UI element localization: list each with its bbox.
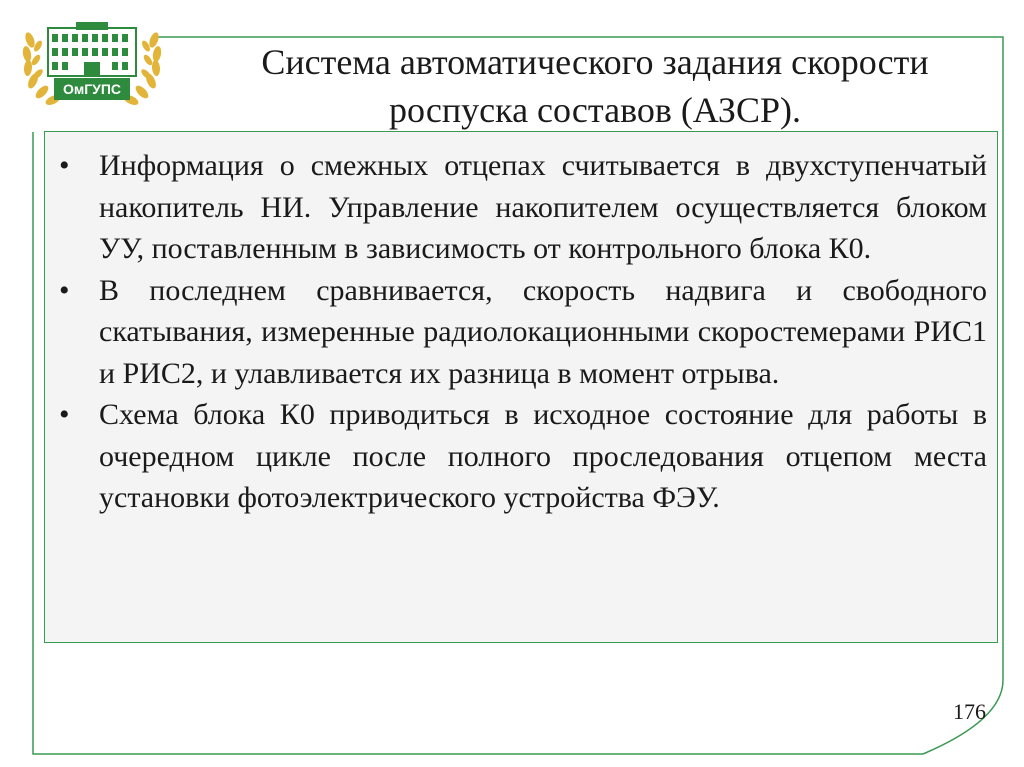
omgups-logo-icon	[18, 18, 166, 116]
page-title	[185, 38, 1005, 134]
list-item	[59, 270, 987, 395]
logo-text: ОмГУПС	[62, 81, 122, 97]
bullet-text: Схема блока К0 приводиться в исходное состояние для работы в очередном цикле после полного проследования отцепом места установки фотоэлектрического устройства ФЭУ.	[99, 398, 987, 514]
bullet-list	[59, 145, 987, 519]
list-item	[59, 394, 987, 519]
title-line-2: роспуска составов (АЗСР).	[389, 90, 801, 130]
content-box	[44, 131, 998, 643]
bullet-text: Информация о смежных отцепах считывается в двухступенчатый накопитель НИ. Управление накопителем осуществляется блоком УУ, поставленным в зависимость от контрольного блока К0.	[99, 149, 987, 265]
bullet-text: В последнем сравнивается, скорость надвига и свободного скатывания, измеренные радиолокационными скоростемерами РИС1 и РИС2, и улавливается их разница в момент отрыва.	[99, 273, 987, 390]
page-number: 176	[953, 699, 986, 724]
bullet-marker: •	[59, 398, 70, 431]
bullet-marker: •	[59, 273, 70, 307]
title-line-1: Система автоматического задания скорости	[261, 42, 929, 82]
list-item	[59, 145, 987, 270]
university-logo	[18, 18, 166, 116]
bullet-marker: •	[59, 149, 70, 182]
